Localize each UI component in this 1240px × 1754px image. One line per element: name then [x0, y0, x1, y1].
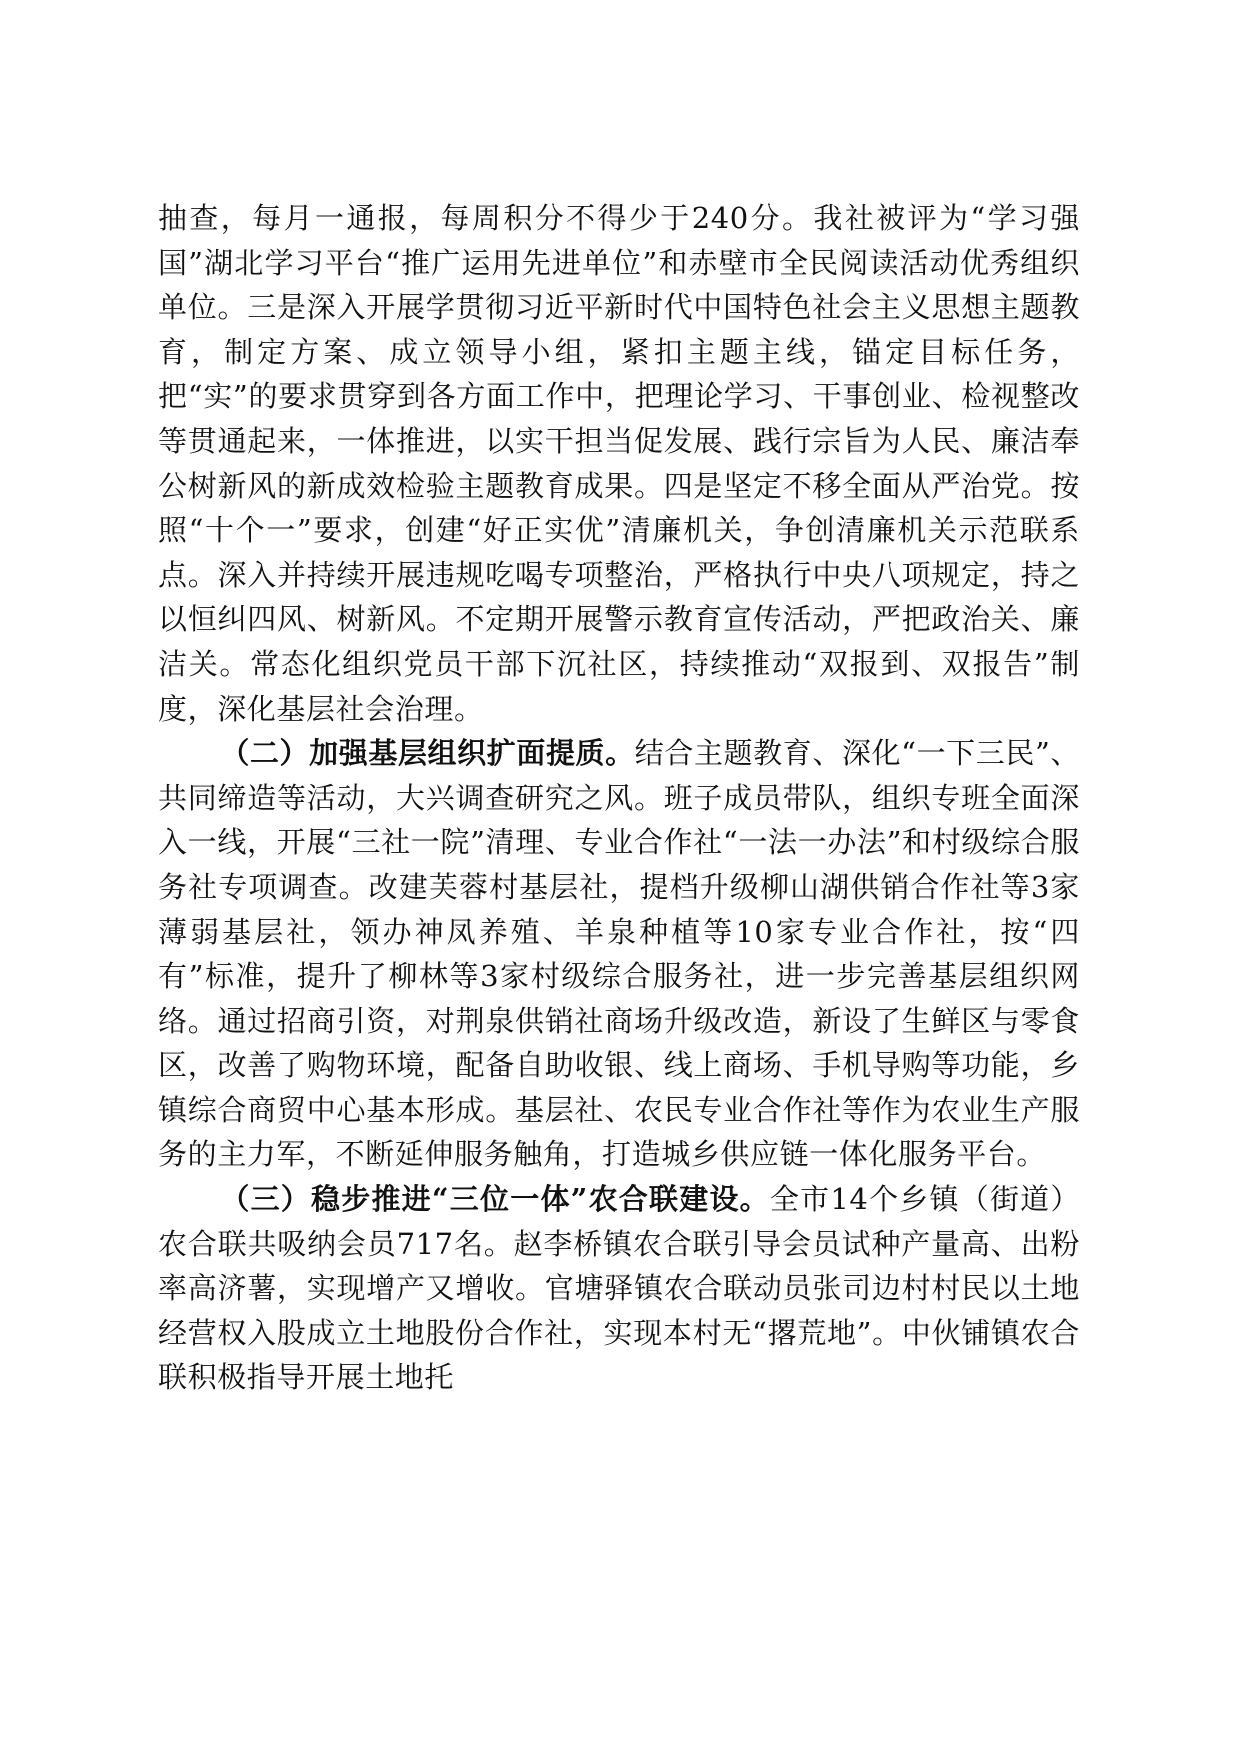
paragraph-grassroots-organization: [158, 731, 1080, 1177]
paragraph-cooperative-federation: [158, 1177, 1080, 1400]
paragraph-party-building: [158, 196, 1080, 731]
paragraph-body: 结合主题教育、深化“一下三民”、共同缔造等活动，大兴调查研究之风。班子成员带队，组织专班全面深入一线，开展“三社一院”清理、专业合作社“一法一办法”和村级综合服务社专项调查。改建芙蓉村基层社，提档升级柳山湖供销合作社等3家薄弱基层社，领办神凤养殖、羊泉种植等10家专业合作社，按“四有”标准，提升了柳林等3家村级综合服务社，进一步完善基层组织网络。通过招商引资，对荆泉供销社商场升级改造，新设了生鲜区与零食区，改善了购物环境，配备自助收银、线上商场、手机导购等功能，乡镇综合商贸中心基本形成。基层社、农民专业合作社等作为农业生产服务的主力军，不断延伸服务触角，打造城乡供应链一体化服务平台。: [158, 736, 1081, 1172]
document-page: [158, 196, 1080, 1400]
section-heading: （三）稳步推进“三位一体”农合联建设。: [220, 1182, 770, 1217]
paragraph-body: 全市14个乡镇（街道）农合联共吸纳会员717名。赵李桥镇农合联引导会员试种产量高、出粉率高济薯，实现增产又增收。官塘驿镇农合联动员张司边村村民以土地经营权入股成立土地股份合作社，实现本村无“撂荒地”。中伙铺镇农合联积极指导开展土地托: [158, 1182, 1080, 1395]
paragraph-body: 抽查，每月一通报，每周积分不得少于240分。我社被评为“学习强国”湖北学习平台“推广运用先进单位”和赤壁市全民阅读活动优秀组织单位。三是深入开展学贯彻习近平新时代中国特色社会主义思想主题教育，制定方案、成立领导小组，紧扣主题主线，锚定目标任务，把“实”的要求贯穿到各方面工作中，把理论学习、干事创业、检视整改等贯通起来，一体推进，以实干担当促发展、践行宗旨为人民、廉洁奉公树新风的新成效检验主题教育成果。四是坚定不移全面从严治党。按照“十个一”要求，创建“好正实优”清廉机关，争创清廉机关示范联系点。深入并持续开展违规吃喝专项整治，严格执行中央八项规定，持之以恒纠四风、树新风。不定期开展警示教育宣传活动，严把政治关、廉洁关。常态化组织党员干部下沉社区，持续推动“双报到、双报告”制度，深化基层社会治理。: [158, 201, 1080, 726]
section-heading: （二）加强基层组织扩面提质。: [220, 736, 635, 771]
